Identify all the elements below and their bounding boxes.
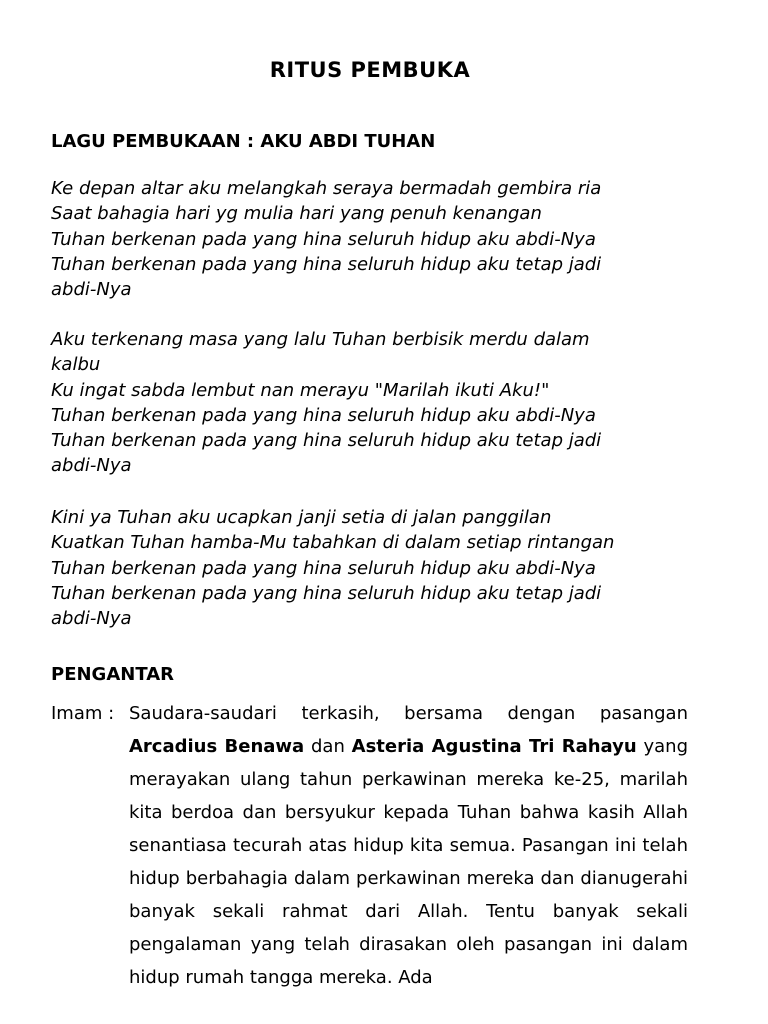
verse-line: kalbu <box>51 354 101 376</box>
verse-line: Tuhan berkenan pada yang hina seluruh hidup aku tetap jadi <box>51 253 602 275</box>
intro-text: dan <box>304 736 352 757</box>
couple-name-2: Asteria Agustina Tri Rahayu <box>351 736 637 757</box>
speaker-label: Imam : <box>51 703 115 724</box>
verse-line: Tuhan berkenan pada yang hina seluruh hidup aku abdi-Nya <box>51 228 596 250</box>
verse-line: Kuatkan Tuhan hamba-Mu tabahkan di dalam setiap rintangan <box>51 532 615 554</box>
verse-1 <box>51 176 691 302</box>
verse-line: Tuhan berkenan pada yang hina seluruh hidup aku abdi-Nya <box>51 404 596 426</box>
verse-line: abdi-Nya <box>51 279 132 301</box>
verse-line: abdi-Nya <box>51 455 132 477</box>
intro-text: yang merayakan ulang tahun perkawinan mereka ke-25, marilah kita berdoa dan bersyukur kepada Tuhan bahwa kasih Allah senantiasa tecurah atas hidup kita semua. Pasangan ini telah hidup berbahagia dalam perkawinan mereka dan dianugerahi banyak sekali rahmat dari Allah. Tentu banyak sekali pengalaman yang telah dirasakan oleh pasangan ini dalam hidup rumah tangga mereka. Ada <box>129 736 688 988</box>
verse-line: Ku ingat sabda lembut nan merayu "Marilah ikuti Aku!" <box>51 379 550 401</box>
verse-line: Saat bahagia hari yg mulia hari yang penuh kenangan <box>51 203 542 225</box>
verse-2 <box>51 327 691 479</box>
verse-line: Tuhan berkenan pada yang hina seluruh hidup aku tetap jadi <box>51 582 602 604</box>
verse-line: abdi-Nya <box>51 608 132 630</box>
verse-line: Tuhan berkenan pada yang hina seluruh hidup aku tetap jadi <box>51 430 602 452</box>
verse-line: Aku terkenang masa yang lalu Tuhan berbisik merdu dalam <box>51 329 590 350</box>
couple-name-1: Arcadius Benawa <box>129 736 305 757</box>
verse-line: Kini ya Tuhan aku ucapkan janji setia di jalan panggilan <box>51 507 552 528</box>
verse-line: Ke depan altar aku melangkah seraya bermadah gembira ria <box>51 178 602 199</box>
page-title: RITUS PEMBUKA <box>269 58 471 82</box>
intro-heading: PENGANTAR <box>51 664 174 685</box>
verse-3 <box>51 505 691 631</box>
intro-paragraph <box>129 697 688 994</box>
song-heading: LAGU PEMBUKAAN : AKU ABDI TUHAN <box>51 131 436 152</box>
intro-section <box>51 697 688 994</box>
intro-text: Saudara-saudari terkasih, bersama dengan pasangan <box>129 703 688 724</box>
verse-line: Tuhan berkenan pada yang hina seluruh hidup aku abdi-Nya <box>51 557 596 579</box>
